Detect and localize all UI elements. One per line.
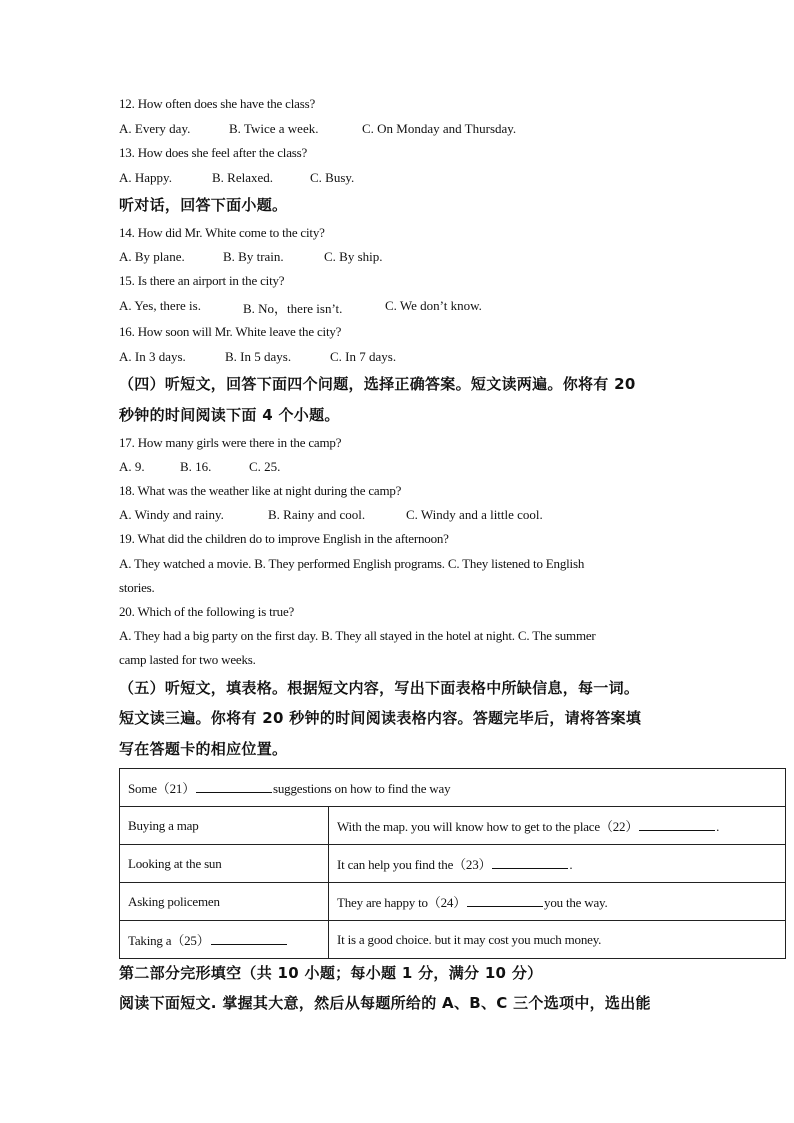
table-row <box>120 807 786 845</box>
question-12: 12. How often does she have the class? <box>119 96 316 111</box>
table-row <box>120 883 786 921</box>
part-2-instruction: 阅读下面短文. 掌握其大意，然后从每题所给的 A、B、C 三个选项中，选出能 <box>119 994 651 1012</box>
section-5-line3: 写在答题卡的相应位置。 <box>119 740 288 758</box>
section-4-line1: （四）听短文，回答下面四个问题，选择正确答案。短文读两遍。你将有 20 <box>119 375 636 393</box>
table-row <box>120 845 786 883</box>
options-19-line1: A. They watched a movie. B. They performed English programs. C. They listened to English <box>119 556 585 571</box>
row3-right-post: you the way. <box>544 895 608 910</box>
option-17a: A. 9. <box>119 459 145 474</box>
info-table <box>119 768 786 959</box>
options-20-line1: A. They had a big party on the first day. B. They all stayed in the hotel at night. C. The summer <box>119 628 596 643</box>
blank-21 <box>196 781 272 793</box>
question-18: 18. What was the weather like at night during the camp? <box>119 483 402 498</box>
option-16b: B. In 5 days. <box>225 349 292 364</box>
header-text-pre: Some（21） <box>128 781 196 796</box>
option-12b: B. Twice a week. <box>229 121 319 136</box>
row3-right-text: They are happy to（24） <box>337 895 467 910</box>
blank-24 <box>467 895 543 907</box>
row1-left: Buying a map <box>120 807 329 845</box>
question-15: 15. Is there an airport in the city? <box>119 273 285 288</box>
option-17b: B. 16. <box>180 459 212 474</box>
option-15c: C. We don’t know. <box>385 298 482 313</box>
row1-right-post: . <box>716 819 720 834</box>
row1-right <box>329 807 786 845</box>
option-12a: A. Every day. <box>119 121 191 136</box>
blank-23 <box>492 857 568 869</box>
options-20-line2: camp lasted for two weeks. <box>119 652 256 667</box>
option-14b: B. By train. <box>223 249 284 264</box>
table-header-cell <box>120 769 786 807</box>
row2-right-text: It can help you find the（23） <box>337 857 492 872</box>
option-15b: B. No，there isn’t. <box>243 301 343 316</box>
blank-22 <box>639 819 715 831</box>
table-row <box>120 921 786 959</box>
option-14a: A. By plane. <box>119 249 185 264</box>
section-5-line2: 短文读三遍。你将有 20 秒钟的时间阅读表格内容。答题完毕后，请将答案填 <box>119 709 642 727</box>
option-18a: A. Windy and rainy. <box>119 507 224 522</box>
row3-left: Asking policemen <box>120 883 329 921</box>
row2-right-post: . <box>569 857 573 872</box>
options-19-line2: stories. <box>119 580 155 595</box>
question-20: 20. Which of the following is true? <box>119 604 295 619</box>
option-18c: C. Windy and a little cool. <box>406 507 543 522</box>
row2-left: Looking at the sun <box>120 845 329 883</box>
option-16c: C. In 7 days. <box>330 349 397 364</box>
question-14: 14. How did Mr. White come to the city? <box>119 225 325 240</box>
option-14c: C. By ship. <box>324 249 383 264</box>
option-13b: B. Relaxed. <box>212 170 274 185</box>
dialog-heading: 听对话，回答下面小题。 <box>119 196 288 214</box>
row3-right <box>329 883 786 921</box>
part-2-title: 第二部分完形填空（共 10 小题；每小题 1 分，满分 10 分） <box>119 964 543 982</box>
section-4-line2: 秒钟的时间阅读下面 4 个小题。 <box>119 406 340 424</box>
question-19: 19. What did the children do to improve English in the afternoon? <box>119 531 449 546</box>
question-16: 16. How soon will Mr. White leave the city? <box>119 324 342 339</box>
option-18b: B. Rainy and cool. <box>268 507 366 522</box>
option-13a: A. Happy. <box>119 170 172 185</box>
row4-right: It is a good choice. but it may cost you much money. <box>329 921 786 959</box>
table-header-row <box>120 769 786 807</box>
option-12c: C. On Monday and Thursday. <box>362 121 517 136</box>
question-13: 13. How does she feel after the class? <box>119 145 308 160</box>
row4-left <box>120 921 329 959</box>
option-15a: A. Yes, there is. <box>119 298 201 313</box>
header-text-post: suggestions on how to find the way <box>273 781 451 796</box>
option-17c: C. 25. <box>249 459 281 474</box>
option-16a: A. In 3 days. <box>119 349 186 364</box>
blank-25 <box>211 933 287 945</box>
section-5-line1: （五）听短文，填表格。根据短文内容，写出下面表格中所缺信息，每一词。 <box>119 679 640 697</box>
row2-right <box>329 845 786 883</box>
question-17: 17. How many girls were there in the camp? <box>119 435 342 450</box>
row4-left-text: Taking a（25） <box>128 933 210 948</box>
row1-right-text: With the map. you will know how to get to the place（22） <box>337 819 639 834</box>
option-13c: C. Busy. <box>310 170 355 185</box>
